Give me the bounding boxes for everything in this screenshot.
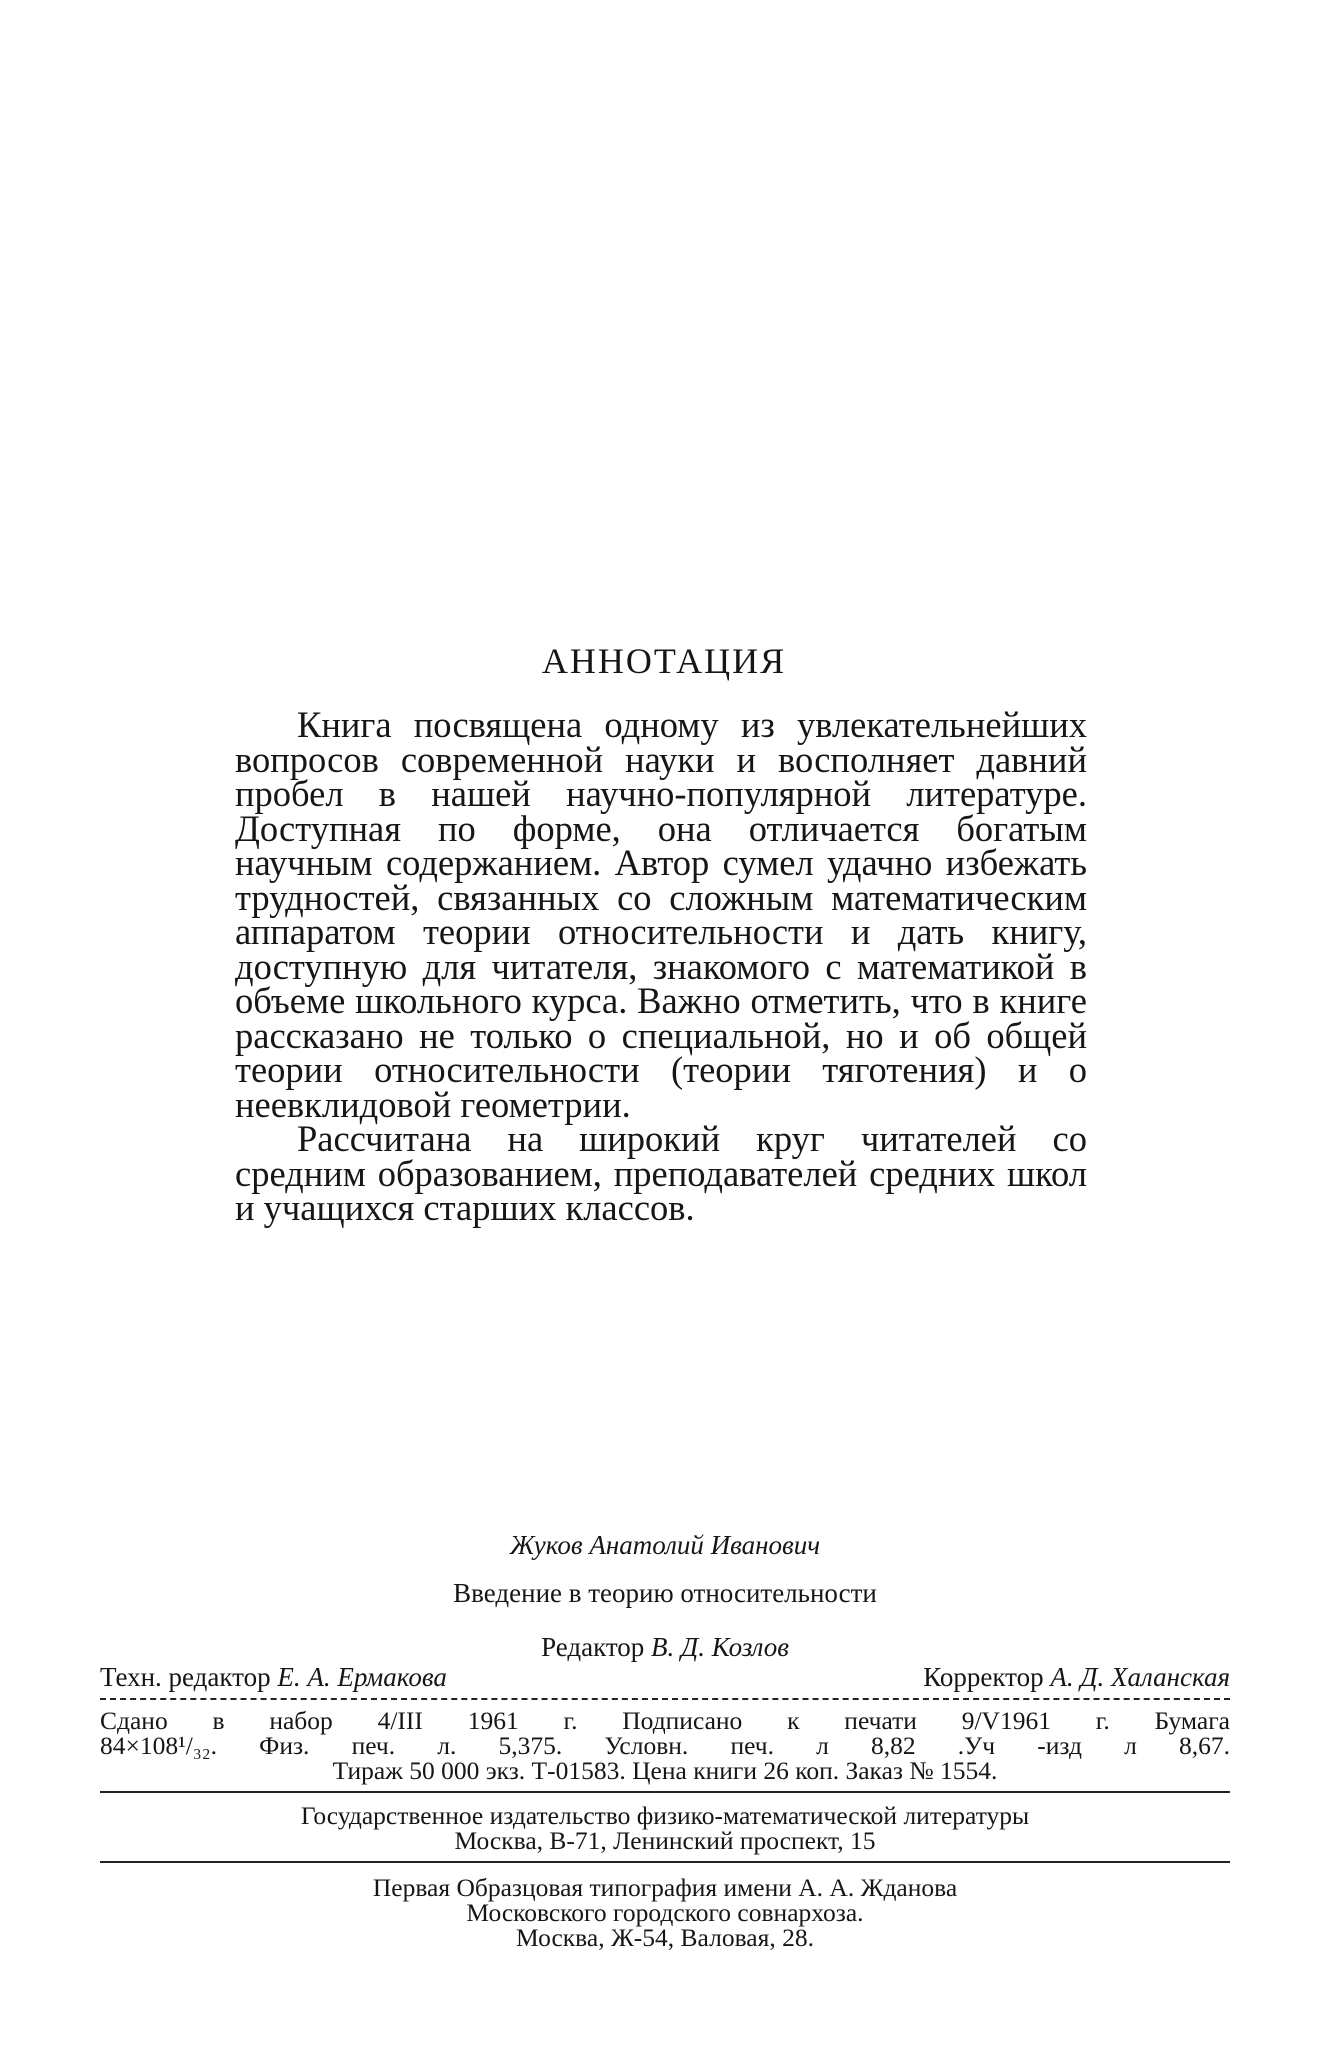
tech-editor-label: Техн. редактор	[100, 1662, 271, 1692]
annotation-paragraph-1: Книга посвящена одному из увлекательнейших вопросов современной науки и восполняет давний пробел в нашей научно-популярной литературе. Доступная по форме, она отличается богатым научным содержанием. Автор сумел удачно избежать трудностей, связанных со сложным математическим аппаратом теории относительности и дать книгу, доступную для читателя, знакомого с математикой в объеме школьного курса. Важно отметить, что в книге рассказано не только о специальной, но и об общей теории относительности (теории тяготения) и о неевклидовой геометрии.	[235, 704, 1087, 1125]
editor-name: В. Д. Козлов	[651, 1632, 789, 1662]
editor-label: Редактор	[541, 1632, 645, 1662]
divider-dashed	[100, 1698, 1230, 1700]
publisher-details	[100, 1803, 1230, 1853]
corrector-label: Корректор	[923, 1662, 1044, 1692]
author-name: Жуков Анатолий Иванович	[509, 1530, 821, 1560]
print-line-2: 84×108¹/₃₂. Физ. печ. л. 5,375. Условн. печ. л 8,82 .Уч -изд л 8,67.	[100, 1731, 1230, 1760]
typography-line-1: Первая Образцовая типография имени А. А. Жданова	[372, 1873, 958, 1902]
typography-line-2: Московского городского совнархоза.	[466, 1898, 864, 1927]
publisher-line-1: Государственное издательство физико-математической литературы	[300, 1801, 1030, 1830]
divider-solid-2	[100, 1861, 1230, 1863]
typography-details	[100, 1875, 1230, 1950]
annotation-paragraph-2: Рассчитана на широкий круг читателей со средним образованием, преподавателей средних школ и учащихся старших классов.	[235, 1118, 1087, 1228]
publisher-line-2: Москва, В-71, Ленинский проспект, 15	[454, 1826, 876, 1855]
imprint-block	[100, 1530, 1230, 1950]
divider-solid-1	[100, 1791, 1230, 1793]
editor-line	[100, 1632, 1230, 1662]
tech-editor	[100, 1662, 447, 1692]
print-details	[100, 1708, 1230, 1783]
typography-line-3: Москва, Ж-54, Валовая, 28.	[516, 1923, 814, 1952]
print-line-1: Сдано в набор 4/III 1961 г. Подписано к печати 9/V1961 г. Бумага	[100, 1706, 1230, 1735]
corrector-name: А. Д. Халанская	[1050, 1662, 1230, 1692]
book-title: Введение в теорию относительности	[453, 1578, 877, 1608]
tech-editor-line	[100, 1662, 1230, 1692]
annotation-heading: АННОТАЦИЯ	[541, 641, 787, 681]
tech-editor-name: Е. А. Ермакова	[277, 1662, 447, 1692]
corrector	[923, 1662, 1230, 1692]
print-line-3: Тираж 50 000 экз. Т-01583. Цена книги 26 коп. Заказ № 1554.	[332, 1756, 998, 1785]
annotation-body	[235, 704, 1087, 1228]
